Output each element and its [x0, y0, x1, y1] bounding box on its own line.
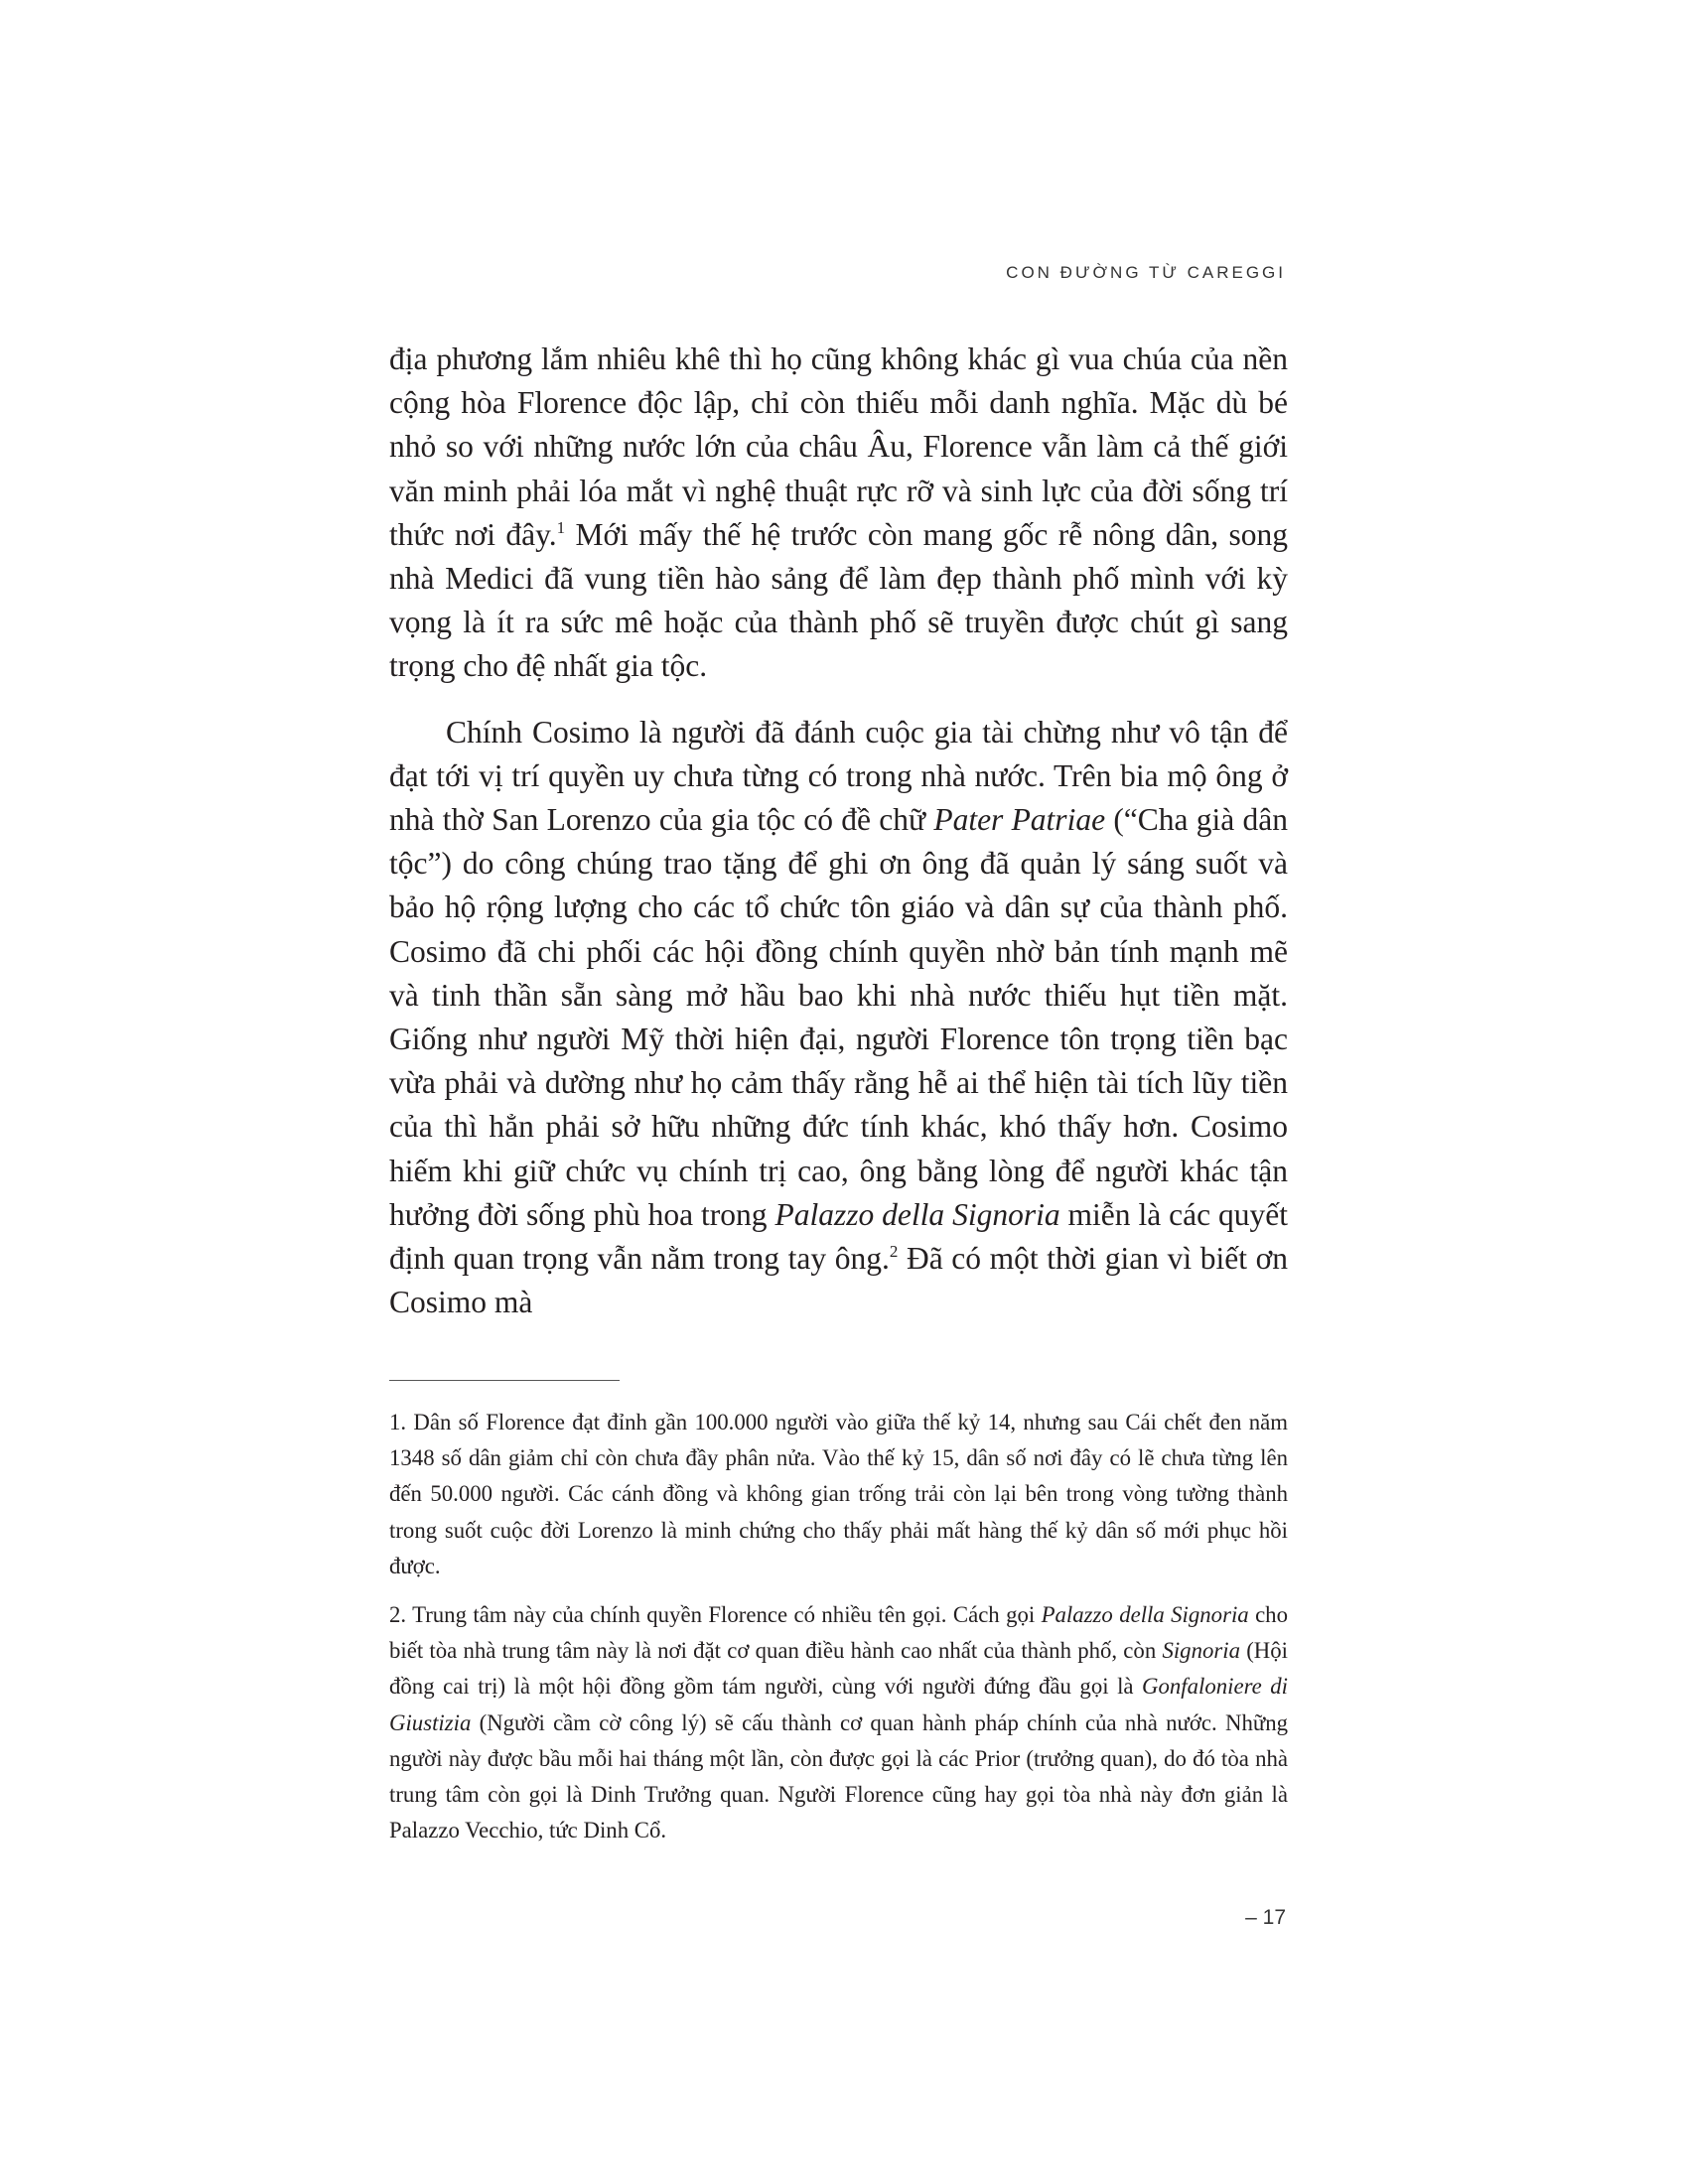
paragraph-1-text-b: Mới mấy thế hệ trước còn mang gốc rễ nông dân, song nhà Medici đã vung tiền hào sảng để làm đẹp thành phố mình với kỳ vọng là ít ra sức mê hoặc của thành phố sẽ truyền được chút gì sang trọng cho đệ nhất gia tộc.	[389, 516, 1288, 684]
footnote-ref-2: 2	[889, 1242, 899, 1262]
paragraph-2	[389, 711, 1288, 1325]
paragraph-2-text-c: miễn là các quyết định quan trọng vẫn nằm trong tay ông.	[389, 1196, 1288, 1277]
footnote-2	[389, 1597, 1288, 1848]
page-number: – 17	[1245, 1906, 1286, 1929]
pater-patriae-term: Pater Patriae	[933, 802, 1106, 838]
footnote-2-text-b: cho biết tòa nhà trung tâm này là nơi đặt cơ quan điều hành cao nhất của thành phố, còn	[389, 1602, 1288, 1664]
paragraph-2-text-d: Đã có một thời gian vì biết ơn Cosimo mà	[389, 1241, 1288, 1320]
paragraph-2-text-a: Chính Cosimo là người đã đánh cuộc gia tài chừng như vô tận để đạt tới vị trí quyền uy chưa từng có trong nhà nước. Trên bia mộ ông ở nhà thờ San Lorenzo của gia tộc có đề chữ	[389, 714, 1288, 838]
footnote-2-text-a: 2. Trung tâm này của chính quyền Florence có nhiều tên gọi. Cách gọi	[389, 1602, 1042, 1628]
paragraph-2-text-b: (“Cha già dân tộc”) do công chúng trao tặng để ghi ơn ông đã quản lý sáng suốt và bảo hộ rộng lượng cho các tổ chức tôn giáo và dân sự của thành phố. Cosimo đã chi phối các hội đồng chính quyền nhờ bản tính mạnh mẽ và tinh thần sẵn sàng mở hầu bao khi nhà nước thiếu hụt tiền mặt. Giống như người Mỹ thời hiện đại, người Florence tôn trọng tiền bạc vừa phải và dường như họ cảm thấy rằng hễ ai thể hiện tài tích lũy tiền của thì hẳn phải sở hữu những đức tính khác, khó thấy hơn. Cosimo hiếm khi giữ chức vụ chính trị cao, ông bằng lòng để người khác tận hưởng đời sống phù hoa trong	[389, 802, 1289, 1232]
footnote-1: 1. Dân số Florence đạt đỉnh gần 100.000 người vào giữa thế kỷ 14, nhưng sau Cái chết đen năm 1348 số dân giảm chỉ còn chưa đầy phân nửa. Vào thế kỷ 15, dân số nơi đây có lẽ chưa từng lên đến 50.000 người. Các cánh đồng và không gian trống trải còn lại bên trong vòng tường thành trong suốt cuộc đời Lorenzo là minh chứng cho thấy phải mất hàng thế kỷ dân số mới phục hồi được.	[389, 1410, 1288, 1578]
paragraph-1	[389, 338, 1288, 689]
signoria-term: Signoria	[1162, 1638, 1240, 1664]
footnote-divider	[389, 1380, 620, 1381]
footnote-2-text-c: (Hội đồng cai trị) là một hội đồng gồm tám người, cùng với người đứng đầu gọi là	[389, 1638, 1288, 1700]
main-text	[389, 338, 1288, 1324]
footnote-ref-1: 1	[556, 517, 566, 537]
footnote-2-palazzo-term: Palazzo della Signoria	[1041, 1602, 1249, 1628]
running-head: CON ĐƯỜNG TỪ CAREGGI	[1006, 263, 1286, 282]
paragraph-1-text-a: địa phương lắm nhiêu khê thì họ cũng không khác gì vua chúa của nền cộng hòa Florence độc lập, chỉ còn thiếu mỗi danh nghĩa. Mặc dù bé nhỏ so với những nước lớn của châu Âu, Florence vẫn làm cả thế giới văn minh phải lóa mắt vì nghệ thuật rực rỡ và sinh lực của đời sống trí thức nơi đây.	[389, 341, 1288, 552]
gonfaloniere-term: Gonfaloniere di Giustizia	[389, 1674, 1288, 1735]
palazzo-term: Palazzo della Signoria	[774, 1196, 1060, 1232]
footnote-2-text-d: (Người cầm cờ công lý) sẽ cấu thành cơ quan hành pháp chính của nhà nước. Những người này được bầu mỗi hai tháng một lần, còn được gọi là các Prior (trưởng quan), do đó tòa nhà trung tâm còn gọi là Dinh Trưởng quan. Người Florence cũng hay gọi tòa nhà này đơn giản là Palazzo Vecchio, tức Dinh Cổ.	[389, 1709, 1288, 1843]
footnotes	[389, 1405, 1288, 1848]
